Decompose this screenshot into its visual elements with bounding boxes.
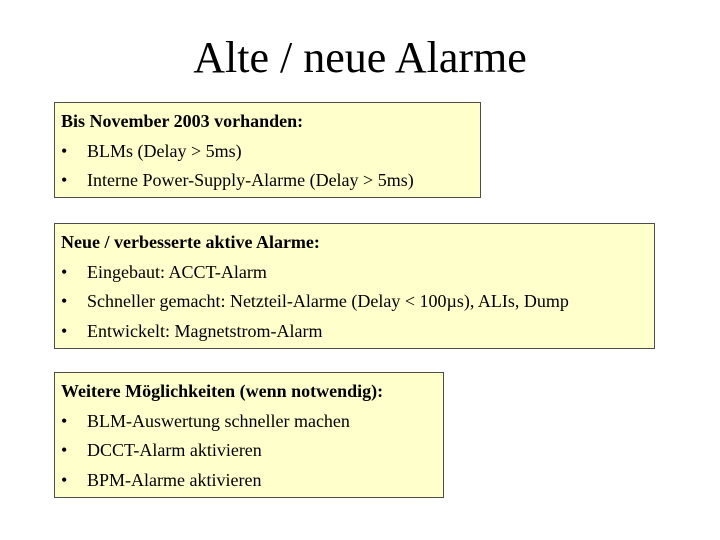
box-heading: Bis November 2003 vorhanden:: [61, 111, 304, 131]
list-item-text: Eingebaut: ACCT-Alarm: [87, 261, 267, 282]
list-item: [61, 287, 648, 317]
list-item-text: Entwickelt: Magnetstrom-Alarm: [87, 320, 323, 341]
list-item: [61, 317, 648, 347]
box-heading: Neue / verbesserte aktive Alarme:: [61, 232, 320, 252]
list-item-text: BPM-Alarme aktivieren: [87, 469, 262, 490]
list-item: [61, 137, 474, 167]
bullet-icon: •: [61, 469, 68, 490]
existing-alarms-box: [54, 102, 481, 198]
list-item: [61, 436, 437, 466]
bullet-icon: •: [61, 410, 68, 431]
list-item-text: Interne Power-Supply-Alarme (Delay > 5ms): [87, 170, 414, 190]
bullet-icon: •: [61, 291, 68, 311]
further-options-box: [54, 372, 444, 498]
slide-title: Alte / neue Alarme: [193, 33, 527, 82]
new-alarms-box: [54, 223, 655, 349]
list-item-text: DCCT-Alarm aktivieren: [87, 440, 262, 460]
list-item-text: BLM-Auswertung schneller machen: [87, 410, 350, 431]
bullet-icon: •: [61, 170, 68, 190]
list-item: [61, 166, 474, 196]
list-item: [61, 466, 437, 496]
box-heading: Weitere Möglichkeiten (wenn notwendig):: [61, 381, 384, 401]
bullet-icon: •: [61, 320, 68, 341]
bullet-icon: •: [61, 261, 68, 282]
bullet-icon: •: [61, 440, 68, 460]
bullet-icon: •: [61, 140, 68, 161]
list-item: [61, 407, 437, 437]
list-item: [61, 258, 648, 288]
list-item-text: Schneller gemacht: Netzteil-Alarme (Delay < 100µs), ALIs, Dump: [87, 291, 569, 311]
list-item-text: BLMs (Delay > 5ms): [87, 140, 242, 161]
